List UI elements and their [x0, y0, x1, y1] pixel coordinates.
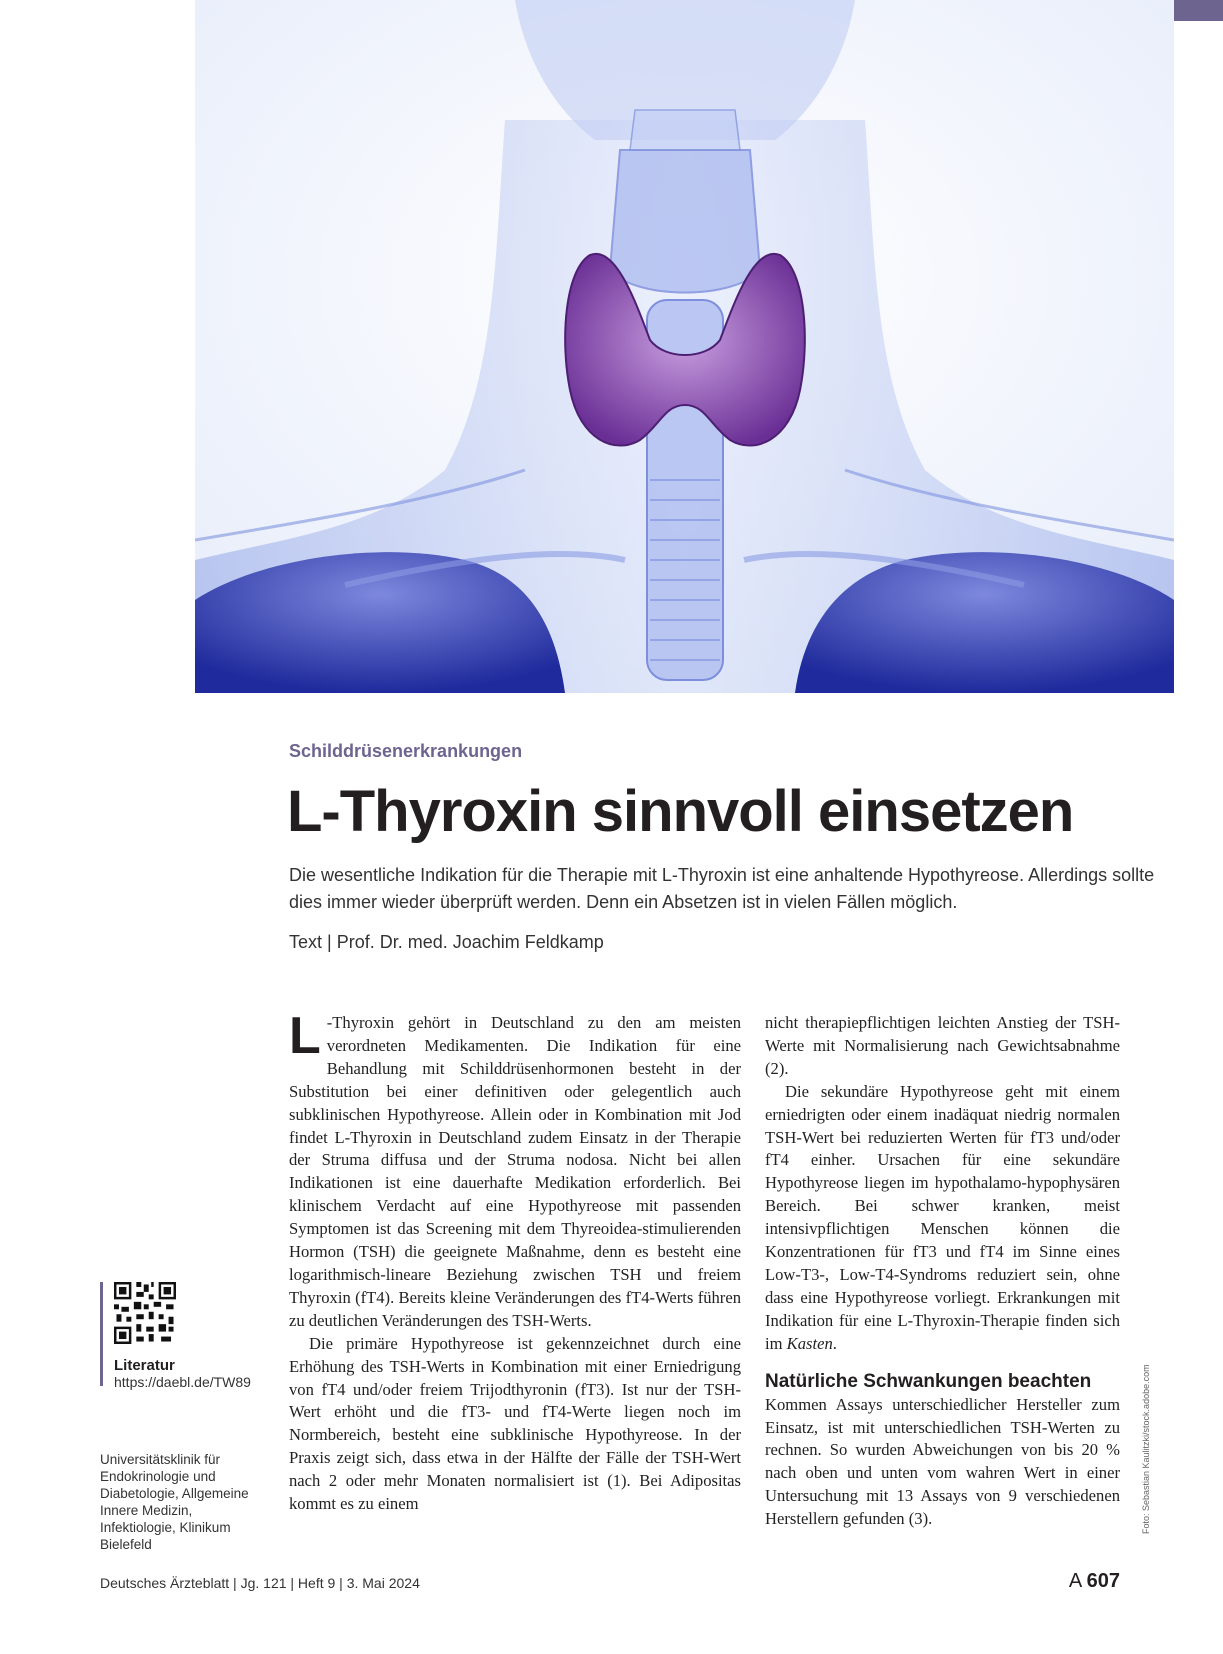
paragraph-2: Die primäre Hypothyreose ist gekennzeichnet durch eine Erhöhung des TSH-Werts in Kombination mit einer Erniedrigung von fT4 und/oder freiem Trijodthyronin (fT3). Ist nur der TSH-Wert erhöht und die fT3- und fT4-Werte liegen noch im Normbereich, besteht eine subklinische Hypothyreose. In der Praxis zeigt sich, dass etwa in der Hälfte der Fälle der TSH-Wert nach 2 oder mehr Monaten normalisiert ist (1). Bei Adipositas kommt es zu einem [289, 1333, 741, 1514]
literature-link[interactable]: https://daebl.de/TW89 [114, 1374, 251, 1390]
section-subhead: Natürliche Schwankungen beachten [765, 1370, 1092, 1392]
author-affiliation: Universitätsklinik für Endokrinologie und Diabetologie, Allgemeine Innere Medizin, Infektiologie, Klinikum Bielefeld [100, 1452, 249, 1552]
literature-box [100, 1282, 260, 1390]
paragraph-4-end: . [832, 1333, 837, 1353]
paragraph-4 [765, 1081, 1120, 1356]
article-lead: Die wesentliche Indikation für die Therapie mit L-Thyroxin ist eine anhaltende Hypothyreose. Allerdings sollte dies immer wieder überprüft werden. Denn ein Absetzen ist in vielen Fällen möglich. [289, 865, 1155, 912]
literature-label: Literatur [114, 1357, 175, 1374]
article-kicker: Schilddrüsenerkrankungen [289, 741, 523, 761]
paragraph-1 [289, 1007, 741, 1333]
photo-credit: Foto: Sebastian Kaulitzki/stock.adobe.com [1141, 1364, 1151, 1534]
footer-journal: Deutsches Ärzteblatt | Jg. 121 | Heft 9 | 3. Mai 2024 [100, 1575, 420, 1591]
thyroid-anatomy-image [195, 0, 1174, 693]
article-title: L-Thyroxin sinnvoll einsetzen [287, 779, 1074, 844]
qr-code-icon[interactable] [114, 1282, 176, 1344]
page-number: 607 [1086, 1570, 1120, 1592]
paragraph-4-text: Die sekundäre Hypothyreose geht mit einem erniedrigten oder einem inadäquat niedrig normalen TSH-Wert bei reduzierten Werten für fT3 und/oder fT4 einher. Ursachen für eine sekundäre Hypothyreose liegen im hypothalamo-hypophysären Bereich. Bei schwer kranken, meist intensivpflichtigen Menschen können die Konzentrationen für fT3 und fT4 im Sinne eines Low-T3-, Low-T4-Syndroms reduziert sein, ohne dass eine Hypothyreose vorliegt. Erkrankungen mit Indikation für eine L-Thyroxin-Therapie finden sich im [765, 1081, 1120, 1353]
paragraph-1-text: -Thyroxin gehört in Deutschland zu den am meisten verordneten Medikamenten. Die Indikation für eine Behandlung mit Schilddrüsenhormonen besteht in der Substitution bei einer definitiven oder gelegentlich auch subklinischen Hypothyreose. Allein oder in Kombination mit Jod findet L-Thyroxin in Deutschland zudem Einsatz in der Therapie der Struma diffusa und der Struma nodosa. Nicht bei allen Indikationen ist eine dauerhafte Medikation erforderlich. Bei klinischem Verdacht auf eine Hypothyreose mit passenden Symptomen ist das Screening mit dem Thyreoidea-stimulierenden Hormon (TSH) die geeignete Maßnahme, denn es besteht eine logarithmisch-lineare Beziehung zwischen TSH und freiem Thyroxin (fT4). Bereits kleine Veränderungen des fT4-Werts führen zu deutlichen Veränderungen des TSH-Werts. [289, 1013, 741, 1330]
text-column-right [765, 1012, 1120, 1531]
hero-illustration [195, 0, 1174, 693]
kasten-reference: Kasten [786, 1333, 833, 1353]
text-column-left [289, 1007, 741, 1516]
dropcap: L [289, 1007, 321, 1065]
article-byline: Text | Prof. Dr. med. Joachim Feldkamp [289, 932, 604, 952]
footer-page [1069, 1570, 1120, 1593]
paragraph-5: Kommen Assays unterschiedlicher Hersteller zum Einsatz, ist mit unterschiedlichen TSH-Werten zu rechnen. So wurden Abweichungen von bis 20 % nach oben und unten vom wahren Wert in einer Untersuchung mit 13 Assays von 9 verschiedenen Herstellern gefunden (3). [765, 1394, 1120, 1529]
paragraph-3: nicht therapiepflichtigen leichten Anstieg der TSH-Werte mit Normalisierung nach Gewichtsabnahme (2). [765, 1013, 1120, 1078]
page-prefix: A [1068, 1570, 1087, 1592]
